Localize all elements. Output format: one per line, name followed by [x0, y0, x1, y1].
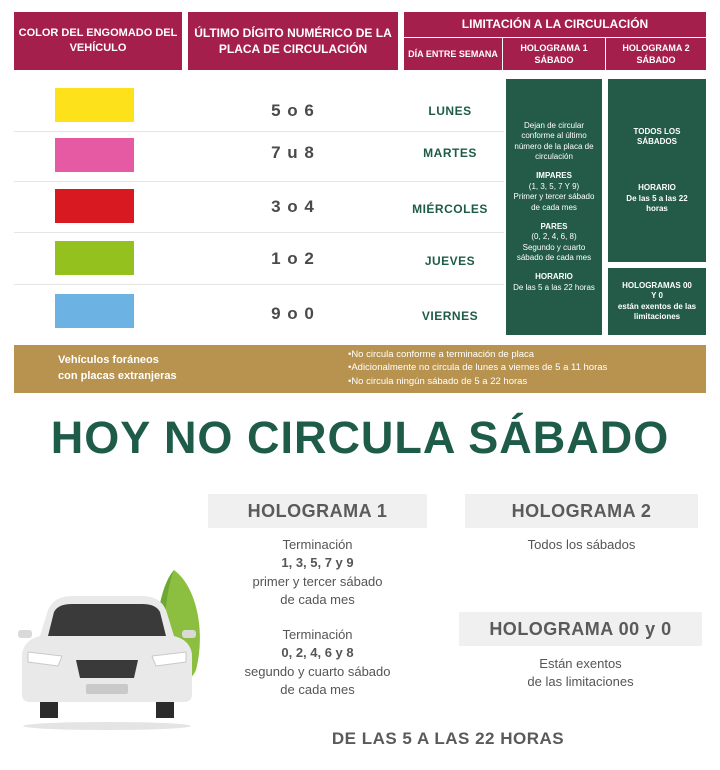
even-title: PARES [540, 221, 568, 231]
header-limitation: LIMITACIÓN A LA CIRCULACIÓN [404, 12, 706, 37]
header-hologram-2: HOLOGRAMA 2 SÁBADO [606, 38, 706, 70]
foreign-rule: •Adicionalmente no circula de lunes a viernes de 5 a 11 horas [348, 362, 608, 374]
foreign-rules [348, 348, 607, 388]
sticker-color-swatch [55, 189, 134, 223]
hologram-1-label: HOLOGRAMA 1 [208, 494, 427, 528]
header-last-digit: ÚLTIMO DÍGITO NUMÉRICO DE LA PLACA DE CIRCULACIÓN [188, 12, 398, 70]
hologram-1-odd-rule [208, 536, 427, 610]
header-sticker-color: COLOR DEL ENGOMADO DEL VEHÍCULO [14, 12, 182, 70]
plate-digits: 3 o 4 [271, 197, 315, 216]
page-title: HOY NO CIRCULA SÁBADO [50, 412, 670, 463]
rule-line: Están exentos [539, 656, 622, 671]
rule-line: Terminación [282, 537, 353, 552]
foreign-label-line: Vehículos foráneos [58, 354, 159, 366]
rule-digits: 0, 2, 4, 6 y 8 [281, 645, 354, 661]
all-saturdays: TODOS LOS SÁBADOS [633, 126, 681, 146]
plate-digits: 1 o 2 [271, 249, 315, 268]
hours-title: HORARIO [535, 272, 573, 282]
sticker-color-swatch [55, 138, 134, 172]
weekday: JUEVES [424, 254, 476, 268]
rule-line: de las limitaciones [527, 674, 634, 690]
foreign-label-line: con placas extranjeras [58, 369, 177, 382]
row-divider [14, 284, 504, 285]
hours-text: De las 5 a las 22 horas [513, 282, 595, 292]
weekday: VIERNES [421, 309, 479, 323]
hours-title: HORARIO [638, 183, 676, 193]
hours-footer: DE LAS 5 A LAS 22 HORAS [331, 729, 565, 748]
foreign-rule: •No circula ningún sábado de 5 a 22 horas [348, 375, 528, 387]
hologram-00-rule [459, 655, 702, 692]
hologram-1-even-rule [208, 626, 427, 700]
foreign-rule: •No circula conforme a terminación de placa [348, 349, 535, 360]
even-text: Segundo y cuarto sábado de cada mes [516, 242, 592, 263]
even-digits: (0, 2, 4, 6, 8) [531, 232, 577, 242]
plate-digits: 9 o 0 [271, 304, 315, 323]
row-divider [14, 232, 504, 233]
sticker-color-swatch [55, 241, 134, 275]
hologram-2-label: HOLOGRAMA 2 [465, 494, 698, 528]
weekday: MARTES [423, 146, 477, 160]
hologram-1-intro: Dejan de circular conforme al último número de la placa de circulación [514, 120, 594, 161]
hologram-00-title: HOLOGRAMAS 00 Y 0 [622, 280, 692, 301]
hologram-2-rule: Todos los sábados [527, 537, 636, 552]
header-hologram-1: HOLOGRAMA 1 SÁBADO [503, 38, 605, 70]
odd-digits: (1, 3, 5, 7 Y 9) [528, 181, 580, 191]
hours-text: De las 5 a las 22 horas [626, 193, 688, 214]
car-illustration [14, 566, 200, 732]
weekday: MIÉRCOLES [412, 202, 488, 216]
hologram-2-box [608, 79, 706, 262]
weekday: LUNES [428, 104, 472, 118]
hologram-00-box [608, 268, 706, 335]
header-weekday: DÍA ENTRE SEMANA [404, 38, 502, 70]
plate-digits: 7 u 8 [271, 143, 315, 162]
rule-line: de cada mes [280, 682, 355, 698]
plate-digits: 5 o 6 [271, 101, 315, 120]
sticker-color-swatch [55, 88, 134, 122]
rule-line: de cada mes [280, 592, 355, 608]
rule-line: primer y tercer sábado [252, 573, 383, 589]
rule-digits: 1, 3, 5, 7 y 9 [281, 555, 354, 571]
odd-title: IMPARES [536, 171, 572, 181]
rule-line: segundo y cuarto sábado [244, 663, 391, 679]
odd-text: Primer y tercer sábado de cada mes [513, 192, 595, 212]
hologram-1-box [506, 79, 602, 335]
hologram-00-text: están exentos de las limitaciones [617, 301, 697, 321]
rule-line: Terminación [282, 627, 353, 642]
row-divider [14, 181, 504, 182]
sticker-color-swatch [55, 294, 134, 328]
hologram-00-label: HOLOGRAMA 00 y 0 [459, 612, 702, 646]
row-divider [14, 131, 504, 132]
foreign-vehicles-bar [14, 345, 706, 393]
foreign-label [58, 353, 177, 385]
